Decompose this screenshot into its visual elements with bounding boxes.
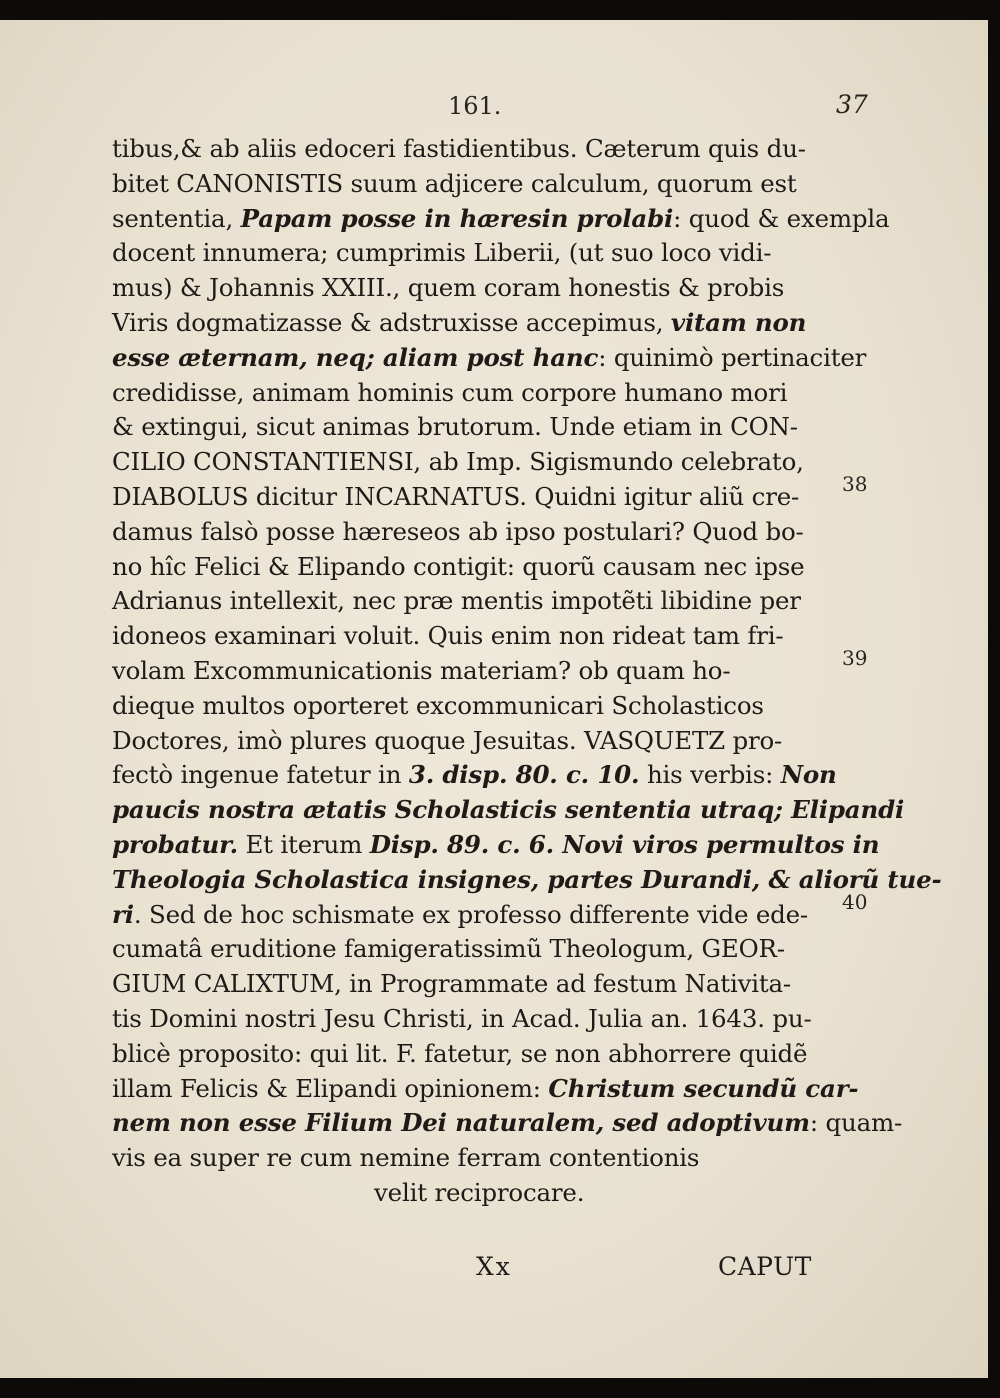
text-segment: cumatâ eruditione famigeratissimũ Theologum, GEOR- (112, 934, 785, 964)
text-segment: . Sed de hoc schismate ex professo differente vide ede- (133, 899, 809, 929)
footer-signature: Xx (476, 1252, 512, 1281)
signature-mark: 37 (836, 90, 868, 119)
text-line (112, 132, 848, 167)
scan-border-bottom (0, 1378, 1000, 1398)
text-line (112, 550, 848, 585)
text-line (112, 758, 848, 793)
text-segment: DIABOLUS dicitur INCARNATUS. Quidni igitur aliũ cre- (112, 481, 800, 511)
italic-segment: probatur. (112, 829, 238, 859)
text-line (112, 167, 848, 202)
text-line (112, 410, 848, 445)
text-segment: Viris dogmatizasse & adstruxisse accepimus, (112, 307, 671, 337)
text-line (112, 932, 848, 967)
book-page (0, 20, 990, 1380)
text-segment: : quod & exempla (673, 203, 890, 233)
italic-segment: Disp. 89. c. 6. Novi viros permultos in (369, 829, 880, 859)
text-line (112, 1141, 848, 1176)
italic-segment: esse æternam, neq; aliam post hanc (112, 342, 599, 372)
italic-segment: Papam posse in hæresin prolabi (240, 203, 674, 233)
text-line (112, 445, 848, 480)
scan-border-right (988, 0, 1000, 1398)
text-segment: & extingui, sicut animas brutorum. Unde etiam in CON- (112, 412, 798, 442)
text-segment: fectò ingenue fatetur in (112, 760, 409, 790)
text-line (112, 724, 848, 759)
text-segment: velit reciprocare. (374, 1177, 585, 1207)
text-segment: : quam- (809, 1108, 903, 1138)
italic-segment: ri (112, 899, 134, 929)
text-line (112, 376, 848, 411)
text-line (112, 1002, 848, 1037)
text-segment: dieque multos oporteret excommunicari Scholasticos (112, 690, 764, 720)
text-line (112, 689, 848, 724)
catchword: CAPUT (718, 1252, 812, 1281)
text-line (112, 584, 848, 619)
italic-segment: paucis nostra ætatis Scholasticis sententia utraq; Elipandi (112, 795, 905, 825)
text-segment: idoneos examinari voluit. Quis enim non rideat tam fri- (112, 621, 784, 651)
text-segment: illam Felicis & Elipandi opinionem: (112, 1073, 549, 1103)
text-segment: vis ea super re cum nemine ferram contentionis (112, 1143, 700, 1173)
scan-border-top (0, 0, 1000, 22)
text-line (112, 828, 880, 863)
text-segment: : quinimò pertinaciter (598, 342, 867, 372)
text-segment: Doctores, imò plures quoque Jesuitas. VASQUETZ pro- (112, 725, 783, 755)
text-segment: volam Excommunicationis materiam? ob quam ho- (112, 655, 731, 685)
text-line (112, 1176, 848, 1211)
text-line (112, 967, 848, 1002)
italic-segment: nem non esse Filium Dei naturalem, sed adoptivum (112, 1108, 810, 1138)
text-line (112, 341, 867, 376)
text-segment: GIUM CALIXTUM, in Programmate ad festum Nativita- (112, 969, 791, 999)
text-segment: Adrianus intellexit, nec præ mentis impotẽti libidine per (112, 586, 801, 616)
text-segment: bitet CANONISTIS suum adjicere calculum, quorum est (112, 168, 797, 198)
text-line (112, 863, 942, 898)
text-line (112, 1037, 848, 1072)
italic-segment: vitam non (670, 307, 807, 337)
margin-note: 39 (842, 646, 868, 670)
text-segment: Et iterum (237, 829, 370, 859)
margin-note: 38 (842, 472, 868, 496)
italic-segment: Non (780, 760, 837, 790)
text-segment: docent innumera; cumprimis Liberii, (ut suo loco vidi- (112, 238, 772, 268)
text-segment: CILIO CONSTANTIENSI, ab Imp. Sigismundo celebrato, (112, 447, 804, 477)
text-line (112, 1106, 903, 1141)
text-line (112, 1072, 859, 1107)
italic-segment: 3. disp. 80. c. 10. (408, 760, 640, 790)
text-line (112, 898, 848, 933)
text-line (112, 480, 848, 515)
text-line (112, 619, 848, 654)
italic-segment: Christum secundũ car- (548, 1073, 859, 1103)
text-segment: blicè proposito: qui lit. F. fatetur, se non abhorrere quidẽ (112, 1038, 808, 1068)
text-segment: his verbis: (639, 760, 781, 790)
text-line (112, 306, 848, 341)
text-line (112, 515, 848, 550)
text-line (112, 271, 848, 306)
margin-note: 40 (842, 889, 868, 914)
text-segment: tibus,& ab aliis edoceri fastidientibus. Cæterum quis du- (112, 134, 806, 163)
text-segment: no hîc Felici & Elipando contigit: quorũ causam nec ipse (112, 551, 805, 581)
text-line (112, 654, 848, 689)
text-segment: sententia, (112, 203, 241, 233)
page-number: 161. (448, 92, 502, 120)
text-segment: mus) & Johannis XXIII., quem coram honestis & probis (112, 273, 785, 303)
italic-segment: Theologia Scholastica insignes, partes Durandi, & aliorũ tue- (112, 864, 942, 894)
text-line (112, 236, 848, 271)
text-segment: credidisse, animam hominis cum corpore humano mori (112, 377, 788, 407)
text-line (112, 793, 905, 828)
text-line (112, 202, 890, 237)
text-segment: damus falsò posse hæreseos ab ipso postulari? Quod bo- (112, 516, 804, 546)
text-segment: tis Domini nostri Jesu Christi, in Acad. Julia an. 1643. pu- (112, 1003, 812, 1033)
